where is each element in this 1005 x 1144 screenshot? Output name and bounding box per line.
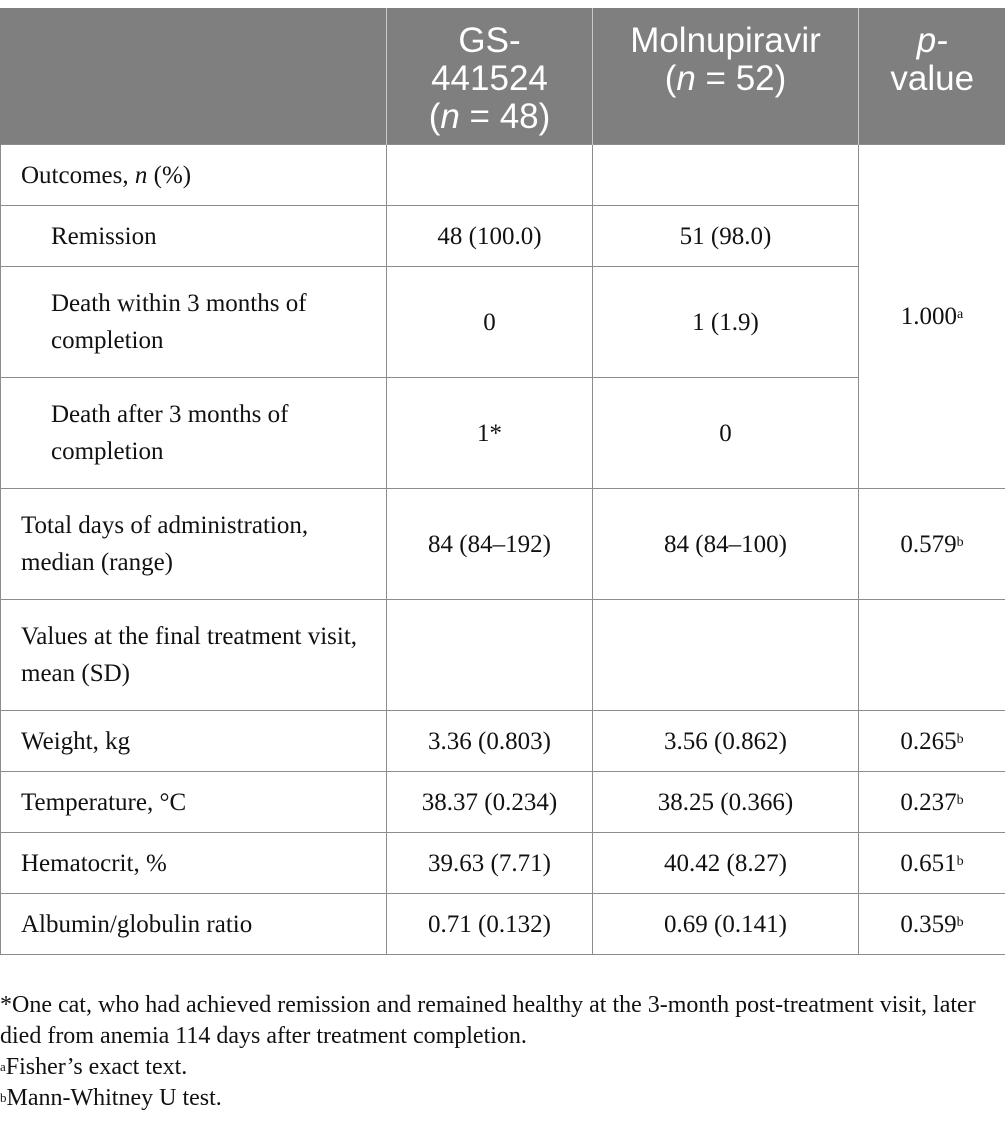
cell-gs: 38.37 (0.234) bbox=[387, 772, 593, 833]
table-row bbox=[1, 894, 1005, 955]
cell-gs: 48 (100.0) bbox=[387, 206, 593, 267]
cell-gs: 39.63 (7.71) bbox=[387, 833, 593, 894]
cell-p: 0.359$^b$ bbox=[859, 894, 1005, 955]
row-label: Weight, kg bbox=[1, 711, 387, 772]
table-row bbox=[1, 267, 1005, 378]
cell-gs: 3.36 (0.803) bbox=[387, 711, 593, 772]
cell-p: 0.579$^b$ bbox=[859, 489, 1005, 600]
footnote-b: $^b$Mann-Whitney U test. bbox=[0, 1085, 222, 1111]
results-table bbox=[0, 8, 1005, 955]
row-label-outcomes: Outcomes, n (%) bbox=[1, 145, 387, 206]
footnote-star: *One cat, who had achieved remission and remained healthy at the 3-month post-treatment visit, later died from anemia 114 days after treatment completion. bbox=[0, 992, 976, 1049]
row-label: Temperature, °C bbox=[1, 772, 387, 833]
cell-gs: 1* bbox=[387, 378, 593, 489]
outcomes-p-value: 1.000$^a$ bbox=[859, 145, 1005, 489]
table-row bbox=[1, 489, 1005, 600]
row-label: Values at the final treatment visit, mean (SD) bbox=[1, 600, 387, 711]
cell-gs: 84 (84–192) bbox=[387, 489, 593, 600]
table-row bbox=[1, 711, 1005, 772]
cell-mol: 84 (84–100) bbox=[593, 489, 859, 600]
header-molnupiravir: Molnupiravir (n = 52) bbox=[593, 8, 859, 145]
table-row bbox=[1, 833, 1005, 894]
cell-mol: 0 bbox=[593, 378, 859, 489]
cell-p: 0.265$^b$ bbox=[859, 711, 1005, 772]
cell-p: 0.651$^b$ bbox=[859, 833, 1005, 894]
table-row bbox=[1, 145, 1005, 206]
table-row bbox=[1, 600, 1005, 711]
table-row bbox=[1, 772, 1005, 833]
table-row bbox=[1, 378, 1005, 489]
cell-mol: 51 (98.0) bbox=[593, 206, 859, 267]
cell-gs: 0 bbox=[387, 267, 593, 378]
row-label: Hematocrit, % bbox=[1, 833, 387, 894]
row-label: Death after 3 months of completion bbox=[1, 378, 387, 489]
cell-mol: 40.42 (8.27) bbox=[593, 833, 859, 894]
header-gs441524: GS- 441524 (n = 48) bbox=[387, 8, 593, 145]
cell-mol: 1 (1.9) bbox=[593, 267, 859, 378]
row-label: Total days of administration, median (range) bbox=[1, 489, 387, 600]
cell-mol: 3.56 (0.862) bbox=[593, 711, 859, 772]
row-label: Death within 3 months of completion bbox=[1, 267, 387, 378]
header-p-value: p- value bbox=[859, 8, 1005, 145]
footnotes bbox=[0, 990, 1005, 1114]
footnote-a: $^a$Fisher’s exact text. bbox=[0, 1054, 188, 1080]
cell-gs: 0.71 (0.132) bbox=[387, 894, 593, 955]
cell-mol: 38.25 (0.366) bbox=[593, 772, 859, 833]
header-blank bbox=[1, 8, 387, 145]
row-label: Albumin/globulin ratio bbox=[1, 894, 387, 955]
row-label: Remission bbox=[1, 206, 387, 267]
table-row bbox=[1, 206, 1005, 267]
header-row bbox=[1, 8, 1005, 145]
cell-p: 0.237$^b$ bbox=[859, 772, 1005, 833]
cell-mol: 0.69 (0.141) bbox=[593, 894, 859, 955]
